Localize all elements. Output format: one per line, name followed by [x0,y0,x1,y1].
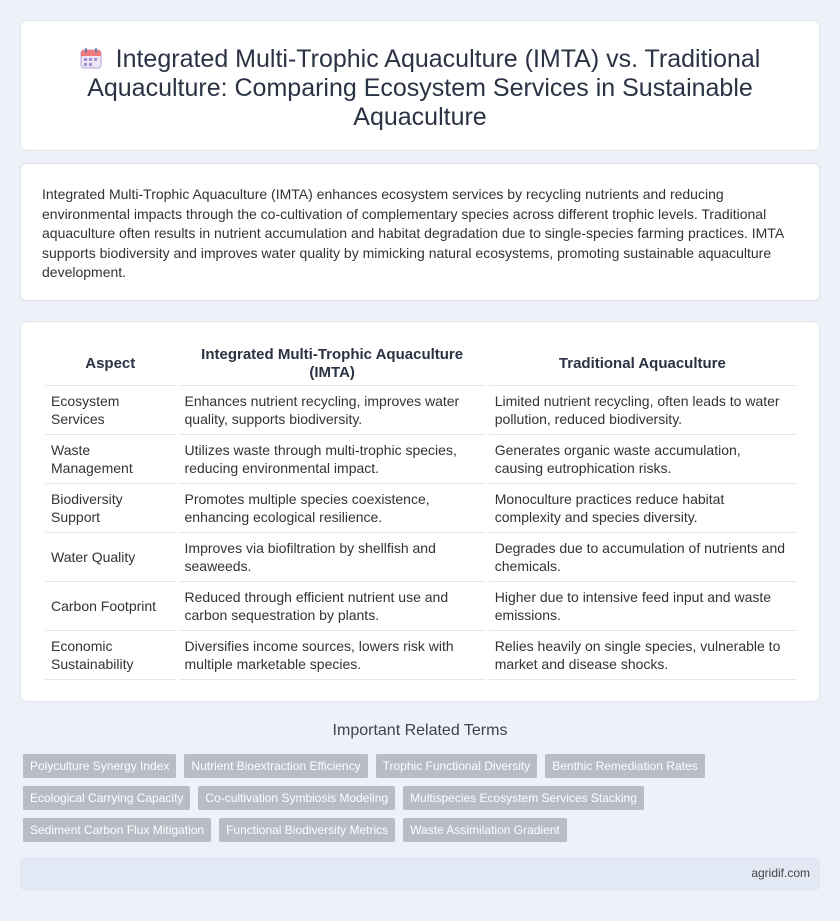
cell-aspect: Ecosystem Services [45,386,176,435]
table-header-row [45,342,796,386]
page-title [51,45,789,132]
term-row [23,818,823,842]
calendar-icon [80,47,102,69]
title-text: Integrated Multi-Trophic Aquaculture (IMTA) vs. Traditional Aquaculture: Comparing Ecosystem Services in Sustainable Aquaculture [87,45,761,131]
table-row [45,631,796,680]
cell-aspect: Biodiversity Support [45,484,176,533]
term-tag[interactable]: Sediment Carbon Flux Mitigation [23,818,211,842]
term-tag[interactable]: Waste Assimilation Gradient [403,818,567,842]
header-aspect: Aspect [45,342,176,386]
related-terms-heading: Important Related Terms [332,722,508,739]
title-card [20,20,820,151]
term-tag[interactable]: Polyculture Synergy Index [23,754,176,778]
table-row [45,386,796,435]
cell-traditional: Relies heavily on single species, vulnerable to market and disease shocks. [489,631,796,680]
term-tag[interactable]: Ecological Carrying Capacity [23,786,190,810]
cell-imta: Enhances nutrient recycling, improves water quality, supports biodiversity. [179,386,486,435]
related-terms-list [23,754,823,850]
cell-aspect: Economic Sustainability [45,631,176,680]
cell-imta: Promotes multiple species coexistence, enhancing ecological resilience. [179,484,486,533]
cell-aspect: Water Quality [45,533,176,582]
intro-card [20,163,820,301]
cell-aspect: Waste Management [45,435,176,484]
intro-paragraph: Integrated Multi-Trophic Aquaculture (IMTA) enhances ecosystem services by recycling nutrients and reducing environmental impacts through the co-cultivation of complementary species across different trophic levels. Traditional aquaculture often results in nutrient accumulation and habitat degradation due to single-species farming practices. IMTA supports biodiversity and improves water quality by mimicking natural ecosystems, promoting sustainable aquaculture development. [42,186,784,280]
cell-imta: Diversifies income sources, lowers risk with multiple marketable species. [179,631,486,680]
term-tag[interactable]: Multispecies Ecosystem Services Stacking [403,786,644,810]
cell-imta: Utilizes waste through multi-trophic species, reducing environmental impact. [179,435,486,484]
table-row [45,533,796,582]
term-tag[interactable]: Functional Biodiversity Metrics [219,818,395,842]
term-row [23,786,823,810]
footer-site-link[interactable]: agridif.com [751,866,810,880]
term-tag[interactable]: Benthic Remediation Rates [545,754,704,778]
term-tag[interactable]: Trophic Functional Diversity [376,754,538,778]
header-traditional: Traditional Aquaculture [489,342,796,386]
table-row [45,484,796,533]
cell-traditional: Generates organic waste accumulation, causing eutrophication risks. [489,435,796,484]
cell-imta: Reduced through efficient nutrient use and carbon sequestration by plants. [179,582,486,631]
cell-traditional: Monoculture practices reduce habitat complexity and species diversity. [489,484,796,533]
comparison-table-card [20,321,820,702]
term-tag[interactable]: Co-cultivation Symbiosis Modeling [198,786,395,810]
term-row [23,754,823,778]
cell-traditional: Limited nutrient recycling, often leads to water pollution, reduced biodiversity. [489,386,796,435]
cell-aspect: Carbon Footprint [45,582,176,631]
comparison-table [42,342,799,680]
cell-traditional: Higher due to intensive feed input and waste emissions. [489,582,796,631]
table-row [45,435,796,484]
footer-bar [20,857,820,890]
header-imta: Integrated Multi-Trophic Aquaculture (IMTA) [179,342,486,386]
term-tag[interactable]: Nutrient Bioextraction Efficiency [184,754,367,778]
cell-imta: Improves via biofiltration by shellfish and seaweeds. [179,533,486,582]
table-row [45,582,796,631]
cell-traditional: Degrades due to accumulation of nutrients and chemicals. [489,533,796,582]
